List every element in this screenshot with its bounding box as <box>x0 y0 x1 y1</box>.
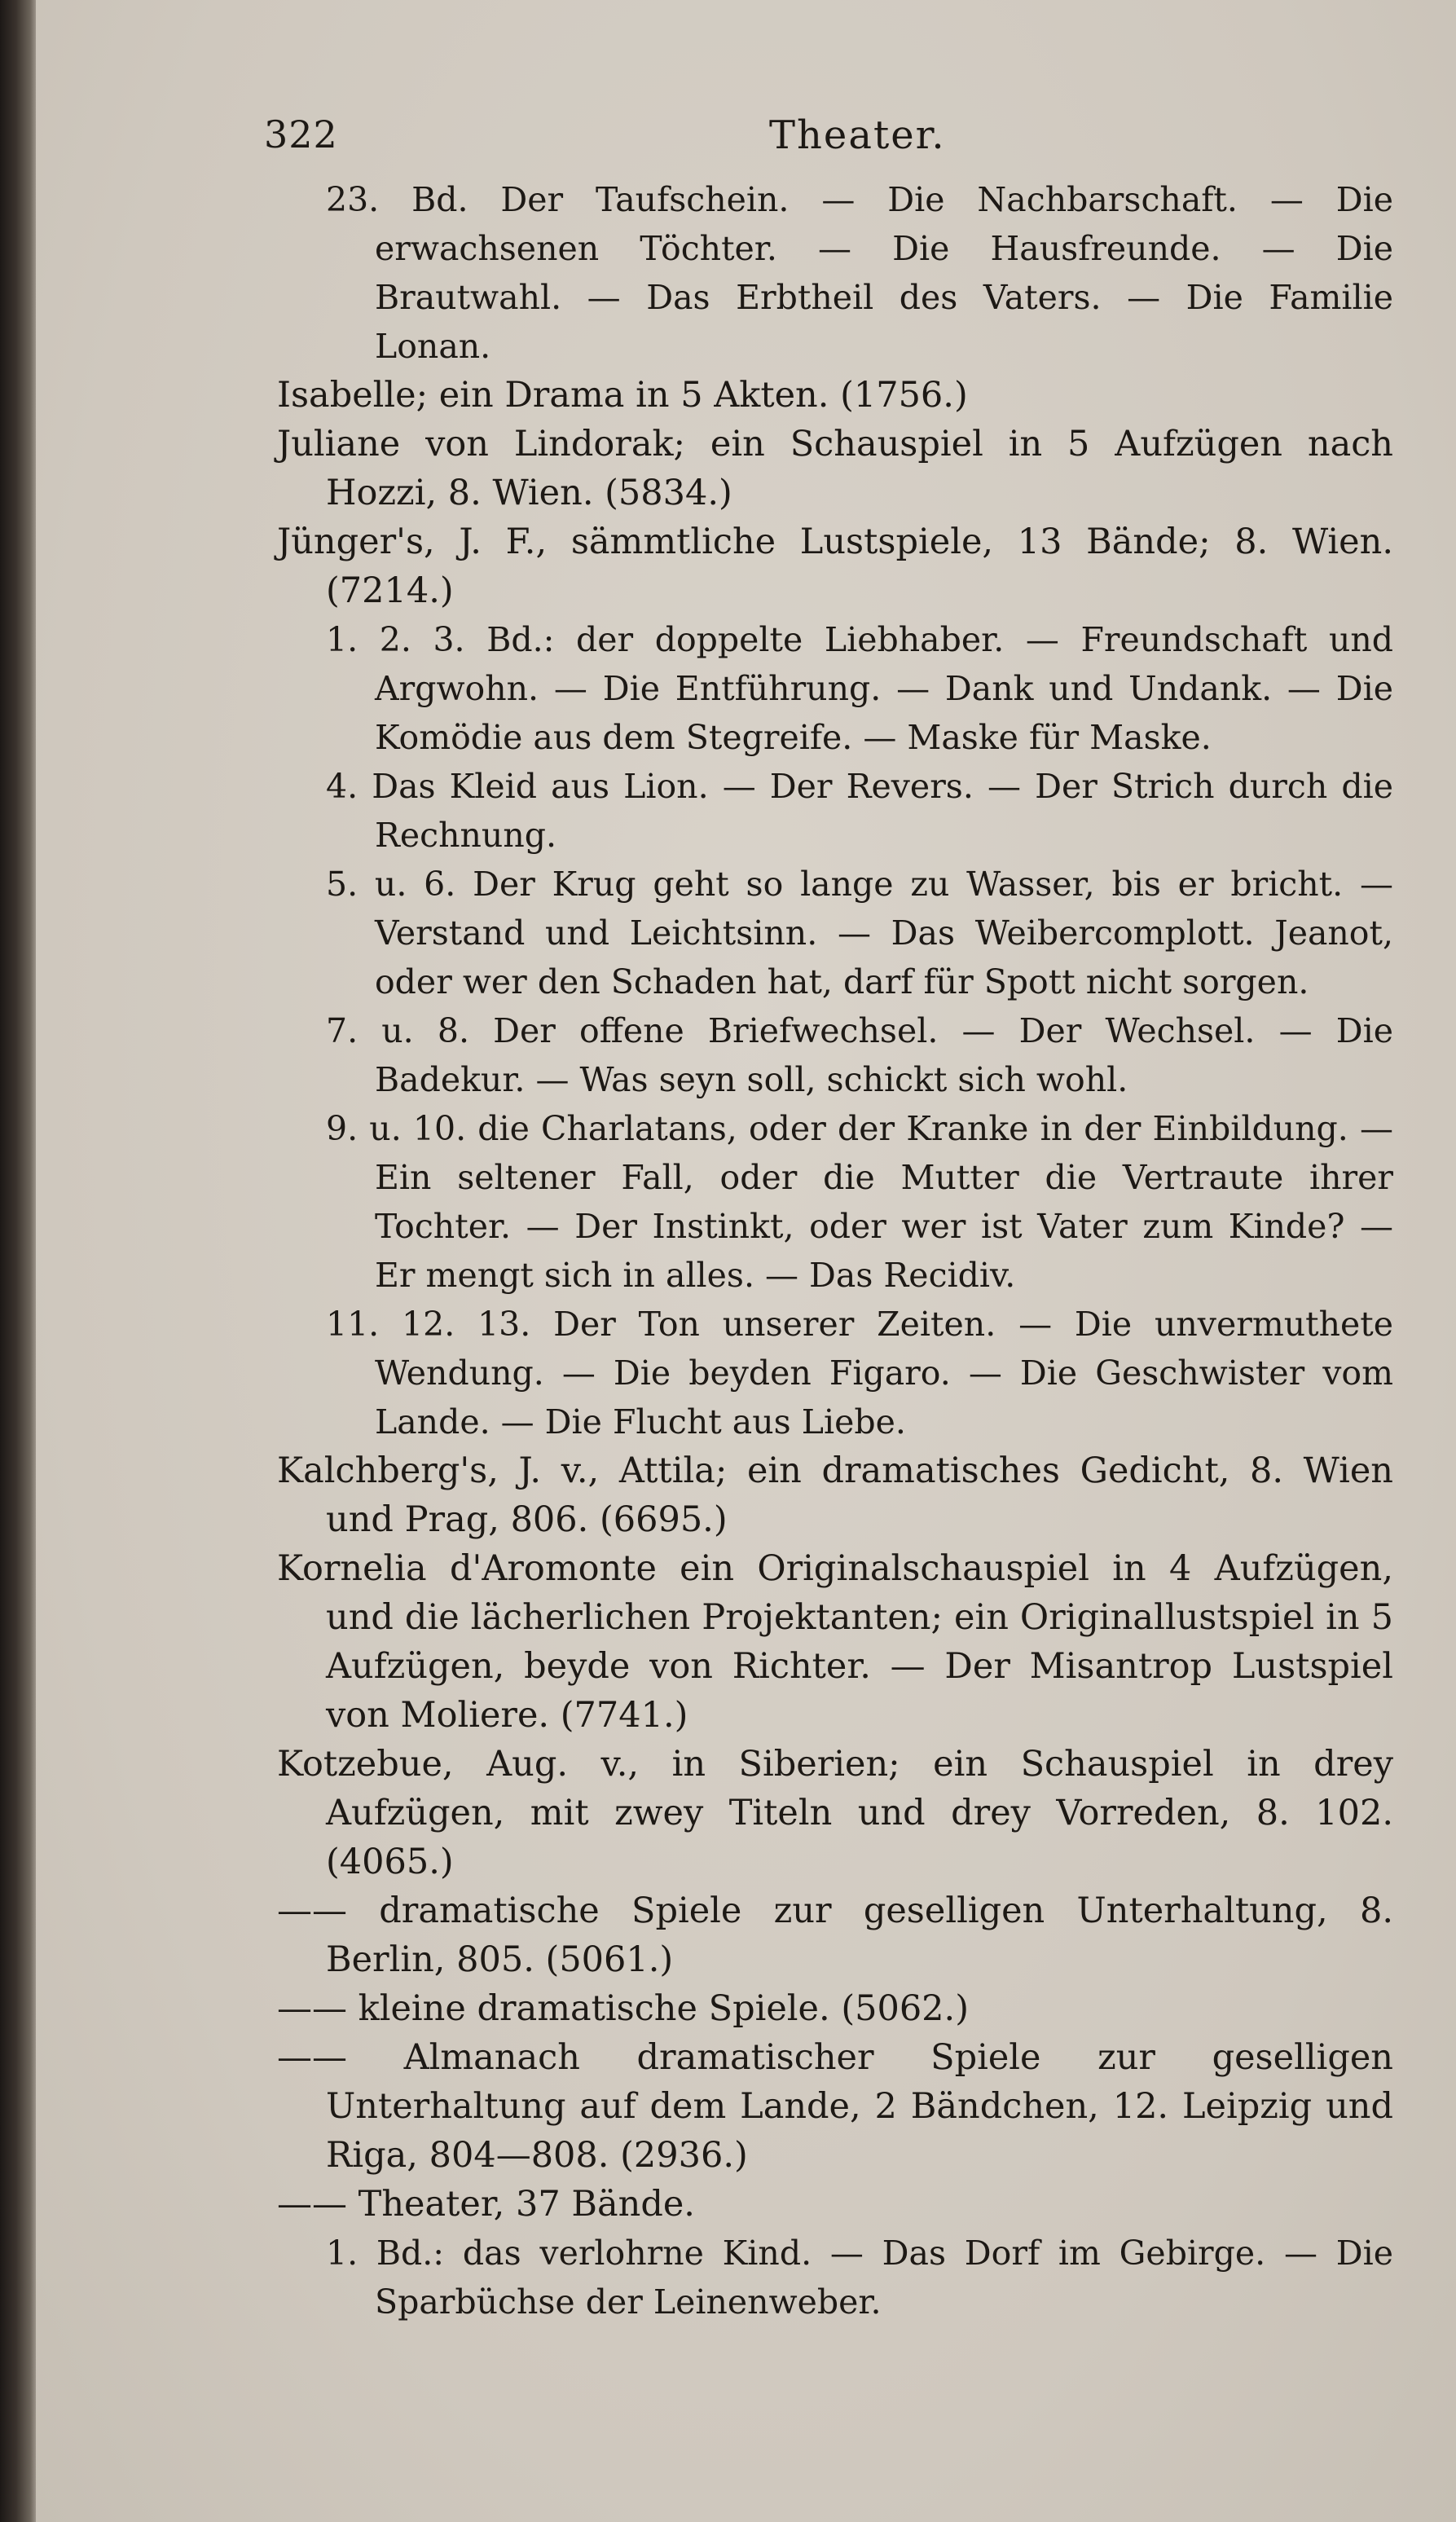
catalog-subentry: 1. Bd.: das verlohrne Kind. — Das Dorf im Gebirge. — Die Sparbüchse der Leinenweber. <box>326 2234 1393 2322</box>
catalog-entry: —— kleine dramatische Spiele. (5062.) <box>277 1988 969 2029</box>
catalog-entry: Kotzebue, Aug. v., in Siberien; ein Schauspiel in drey Aufzügen, mit zwey Titeln und drey Vorreden, 8. 102. (4065.) <box>277 1744 1393 1882</box>
book-gutter <box>0 0 36 2522</box>
catalog-entry: Isabelle; ein Drama in 5 Akten. (1756.) <box>277 375 968 416</box>
catalog-entry: Kalchberg's, J. v., Attila; ein dramatisches Gedicht, 8. Wien und Prag, 806. (6695.) <box>277 1450 1393 1540</box>
catalog-list <box>277 175 1393 2326</box>
catalog-entry: Jünger's, J. F., sämmtliche Lustspiele, 13 Bände; 8. Wien. (7214.) <box>277 522 1393 611</box>
book-page <box>36 0 1456 2522</box>
catalog-subentry: 23. Bd. Der Taufschein. — Die Nachbarschaft. — Die erwachsenen Töchter. — Die Hausfreunde. — Die Brautwahl. — Das Erbtheil des Vaters. — Die Familie Lonan. <box>326 180 1393 366</box>
page-number: 322 <box>264 112 338 156</box>
catalog-subentry: 5. u. 6. Der Krug geht so lange zu Wasser, bis er bricht. — Verstand und Leichtsinn. — Das Weibercomplott. Jeanot, oder wer den Schaden hat, darf für Spott nicht sorgen. <box>326 865 1393 1001</box>
catalog-entry: —— dramatische Spiele zur geselligen Unterhaltung, 8. Berlin, 805. (5061.) <box>277 1890 1393 1980</box>
catalog-entry: —— Theater, 37 Bände. <box>277 2184 695 2225</box>
catalog-entry: Juliane von Lindorak; ein Schauspiel in 5 Aufzügen nach Hozzi, 8. Wien. (5834.) <box>277 424 1393 513</box>
catalog-subentry: 1. 2. 3. Bd.: der doppelte Liebhaber. — Freundschaft und Argwohn. — Die Entführung. — Dank und Undank. — Die Komödie aus dem Stegreife. — Maske für Maske. <box>326 620 1393 757</box>
catalog-entry: Kornelia d'Aromonte ein Originalschauspiel in 4 Aufzügen, und die lächerlichen Projektanten; ein Originallustspiel in 5 Aufzügen, beyde von Richter. — Der Misantrop Lustspiel von Moliere. (7741.) <box>277 1548 1393 1736</box>
catalog-subentry: 7. u. 8. Der offene Briefwechsel. — Der Wechsel. — Die Badekur. — Was seyn soll, schickt sich wohl. <box>326 1011 1393 1099</box>
catalog-subentry: 11. 12. 13. Der Ton unserer Zeiten. — Die unvermuthete Wendung. — Die beyden Figaro. — Die Geschwister vom Lande. — Die Flucht aus Liebe. <box>326 1305 1393 1441</box>
catalog-subentry: 9. u. 10. die Charlatans, oder der Kranke in der Einbildung. — Ein seltener Fall, oder die Mutter die Vertraute ihrer Tochter. — Der Instinkt, oder wer ist Vater zum Kinde? — Er mengt sich in alles. — Das Recidiv. <box>326 1109 1393 1295</box>
running-title: Theater. <box>769 112 946 158</box>
catalog-subentry: 4. Das Kleid aus Lion. — Der Revers. — Der Strich durch die Rechnung. <box>326 767 1393 855</box>
page-header <box>264 112 1405 169</box>
catalog-entry: —— Almanach dramatischer Spiele zur geselligen Unterhaltung auf dem Lande, 2 Bändchen, 12. Leipzig und Riga, 804—808. (2936.) <box>277 2037 1393 2176</box>
